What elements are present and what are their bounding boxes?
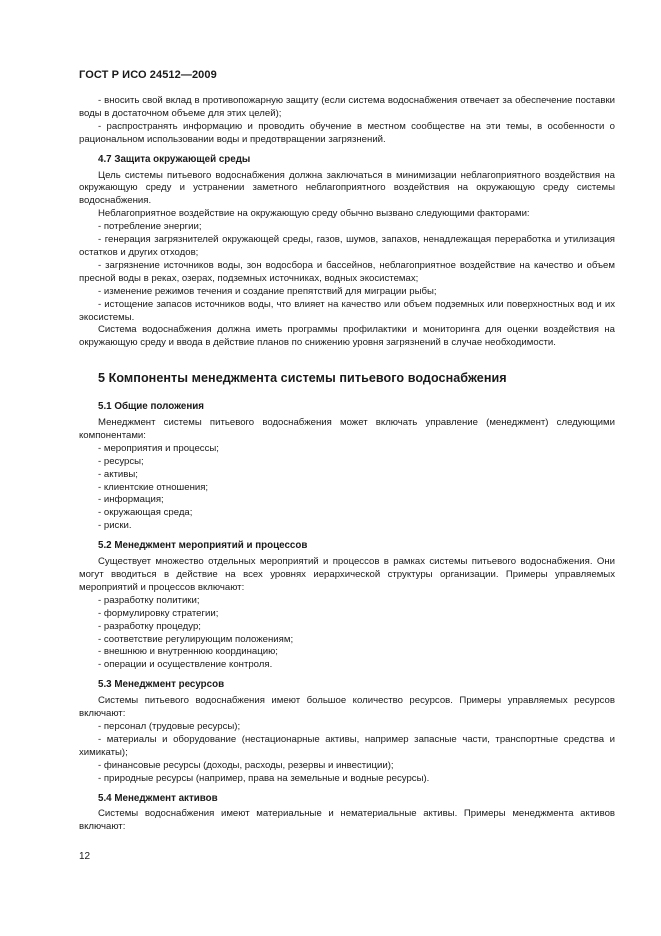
paragraph: Неблагоприятное воздействие на окружающую среду обычно вызвано следующими факторами: — [98, 208, 530, 220]
list-item: - формулировку стратегии; — [98, 607, 219, 619]
paragraph: Система водоснабжения должна иметь программы профилактики и мониторинга для оценки воздействия на окружающую среду и ввода в действие планов по снижению уровня загрязнений в случае необходимости. — [79, 324, 615, 349]
document-header: ГОСТ Р ИСО 24512—2009 — [79, 69, 217, 81]
list-item: - истощение запасов источников воды, что влияет на качество или объем подземных или поверхностных вод и их экосистемы. — [79, 298, 615, 323]
list-item: - соответствие регулирующим положениям; — [98, 633, 294, 645]
list-item: - разработку политики; — [98, 594, 200, 606]
list-item: - потребление энергии; — [98, 221, 202, 233]
section-heading-5-4: 5.4 Менеджмент активов — [98, 792, 218, 804]
list-item: - генерация загрязнителей окружающей среды, газов, шумов, запахов, ненадлежащая переработка и утилизация остатков и других отходов; — [79, 234, 615, 258]
list-item: - клиентские отношения; — [98, 481, 209, 493]
paragraph: - распространять информацию и проводить обучение в местном сообществе на эти темы, в особенности о рациональном использовании воды и предотвращении загрязнений. — [79, 120, 615, 145]
section-heading-5-1: 5.1 Общие положения — [98, 401, 205, 413]
list-item: - внешнюю и внутреннюю координацию; — [98, 646, 278, 658]
list-item: - природные ресурсы (например, права на земельные и водные ресурсы). — [98, 772, 430, 784]
list-item: - материалы и оборудование (нестационарные активы, например запасные части, транспортные средства и химикаты); — [79, 733, 615, 758]
list-item: - риски. — [98, 520, 132, 532]
list-item: - ресурсы; — [98, 455, 144, 467]
list-item: - финансовые ресурсы (доходы, расходы, резервы и инвестиции); — [98, 759, 394, 771]
paragraph: Менеджмент системы питьевого водоснабжения может включать управление (менеджмент) следующими компонентами: — [79, 417, 615, 441]
list-item: - изменение режимов течения и создание препятствий для миграции рыбы; — [98, 285, 437, 297]
list-item: - загрязнение источников воды, зон водосбора и бассейнов, неблагоприятное воздействие на качество и объем пресной воды в реках, озерах, подземных источниках, водных экосистемах; — [79, 259, 615, 284]
section-heading-5: 5 Компоненты менеджмента системы питьевого водоснабжения — [98, 371, 507, 386]
paragraph: Системы водоснабжения имеют материальные и нематериальные активы. Примеры менеджмента активов включают: — [79, 808, 615, 833]
section-heading-5-3: 5.3 Менеджмент ресурсов — [98, 679, 225, 691]
page-number: 12 — [79, 851, 91, 862]
document-body — [79, 95, 615, 834]
list-item: - персонал (трудовые ресурсы); — [98, 720, 241, 732]
list-item: - активы; — [98, 468, 138, 480]
list-item: - информация; — [98, 494, 164, 506]
paragraph: Системы питьевого водоснабжения имеют большое количество ресурсов. Примеры управляемых ресурсов включают: — [79, 695, 615, 720]
section-heading-4-7: 4.7 Защита окружающей среды — [98, 153, 251, 165]
section-heading-5-2: 5.2 Менеджмент мероприятий и процессов — [98, 540, 308, 552]
list-item: - разработку процедур; — [98, 620, 201, 632]
list-item: - мероприятия и процессы; — [98, 442, 219, 454]
paragraph: Существует множество отдельных мероприятий и процессов в рамках системы питьевого водоснабжения. Они могут вводиться в действие на всех уровнях иерархической структуры организации. Примеры управляемых мероприятий и процессов включают: — [79, 556, 615, 593]
list-item: - окружающая среда; — [98, 507, 193, 519]
paragraph: - вносить свой вклад в противопожарную защиту (если система водоснабжения отвечает за обеспечение поставки воды в достаточном объеме для этих целей); — [79, 95, 615, 119]
list-item: - операции и осуществление контроля. — [98, 659, 273, 671]
paragraph: Цель системы питьевого водоснабжения должна заключаться в минимизации неблагоприятного воздействия на окружающую среду и устранении заметного неблагоприятного воздействия на окружающую среду системы водоснабжения. — [79, 169, 615, 207]
